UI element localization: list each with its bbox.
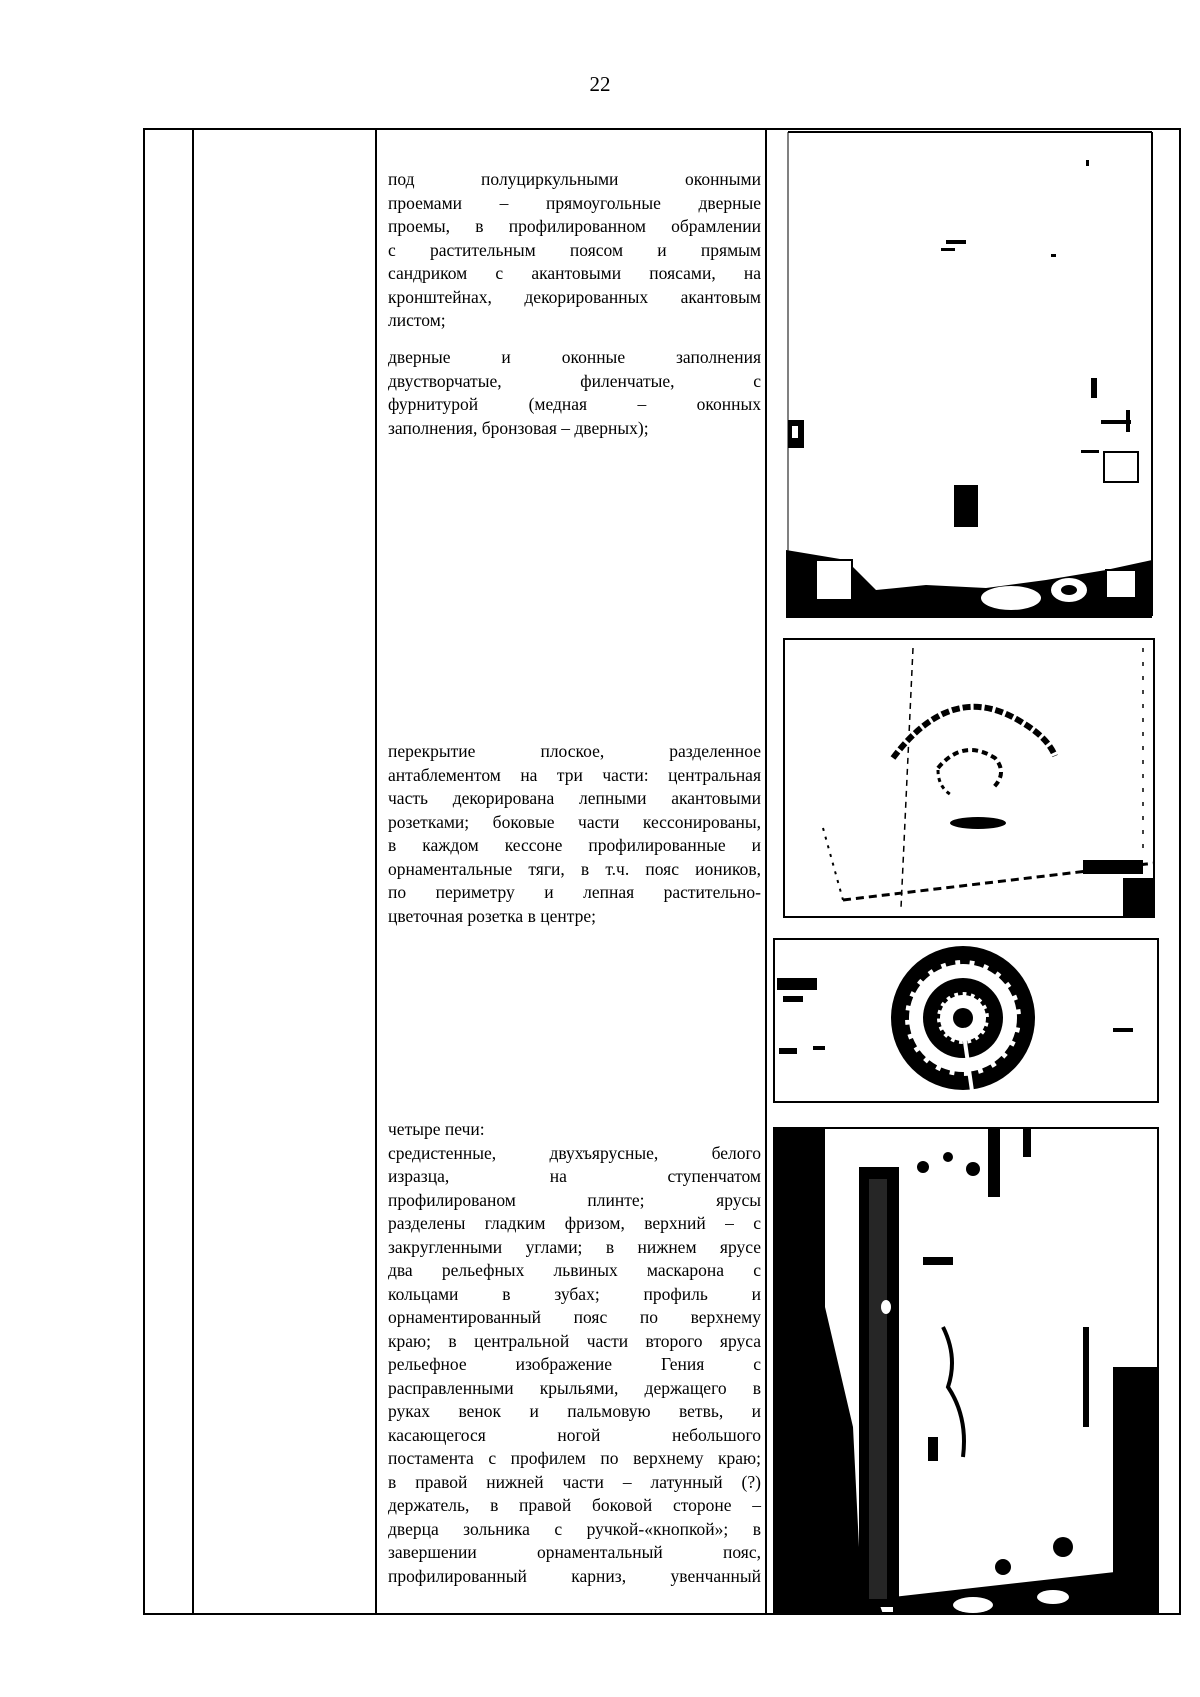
- text-line: цветочная розетка в центре;: [388, 905, 596, 926]
- text-line: изразца, на ступенчатом: [388, 1166, 761, 1186]
- text-line: двустворчатые, филенчатые, с: [388, 370, 761, 391]
- stove-photo: [773, 1127, 1159, 1614]
- text-line: часть декорирована лепными акантовыми: [388, 788, 761, 808]
- text-line: рельефное изображение Гения с: [388, 1354, 761, 1374]
- text-line: перекрытие плоское, разделенное: [388, 741, 761, 761]
- text-line: расправленными крыльями, держащего в: [388, 1377, 761, 1398]
- text-line: орнаментированный пояс по верхнему: [388, 1307, 761, 1327]
- text-line: орнаментальные тяги, в т.ч. пояс иоников,: [388, 858, 761, 879]
- text-line: профилированом плинте; ярусы: [388, 1189, 761, 1210]
- text-line: по периметру и лепная растительно-: [388, 882, 761, 902]
- rosette-photo: [773, 938, 1159, 1103]
- doorway-photo: [786, 130, 1154, 618]
- text-line: кольцами в зубах; профиль и: [388, 1283, 761, 1304]
- text-line: руках венок и пальмовую ветвь, и: [388, 1401, 761, 1421]
- text-line: проемами – прямоугольные дверные: [388, 192, 761, 213]
- text-line: кронштейнах, декорированных акантовым: [388, 286, 761, 307]
- text-line: листом;: [388, 310, 446, 330]
- text-line: антаблементом на три части: центральная: [388, 764, 761, 785]
- text-line: завершении орнаментальный пояс,: [388, 1542, 761, 1562]
- column-divider: [375, 130, 377, 1613]
- text-line: с растительным поясом и прямым: [388, 239, 761, 260]
- text-line: розетками; боковые части кессонированы,: [388, 811, 761, 832]
- text-line: средистенные, двухъярусные, белого: [388, 1142, 761, 1163]
- text-line: дверные и оконные заполнения: [388, 347, 761, 367]
- paragraph-stoves: [388, 1118, 761, 1588]
- text-line: в каждом кессоне профилированные и: [388, 835, 761, 855]
- text-line: дверца зольника с ручкой-«кнопкой»; в: [388, 1518, 761, 1539]
- text-line: сандриком с акантовыми поясами, на: [388, 263, 761, 283]
- text-line: два рельефных львиных маскарона с: [388, 1260, 761, 1280]
- text-line: разделены гладким фризом, верхний – с: [388, 1213, 761, 1233]
- text-line: касающегося ногой небольшого: [388, 1424, 761, 1445]
- page-number: 22: [589, 72, 611, 96]
- text-line: под полуциркульными оконными: [388, 169, 761, 189]
- text-line: проемы, в профилированном обрамлении: [388, 216, 761, 236]
- paragraph-doorways: [388, 168, 761, 333]
- text-line: закругленными углами; в нижнем ярусе: [388, 1236, 761, 1257]
- text-line: постамента с профилем по верхнему краю;: [388, 1448, 761, 1468]
- text-line: профилированный карниз, увенчанный: [388, 1565, 761, 1586]
- text-line: фурнитурой (медная – оконных: [388, 394, 761, 414]
- column-divider: [192, 130, 194, 1613]
- text-line: заполнения, бронзовая – дверных);: [388, 417, 649, 438]
- text-line: в правой нижней части – латунный (?): [388, 1471, 761, 1492]
- paragraph-fillings: [388, 346, 761, 440]
- ceiling-photo: [783, 638, 1155, 918]
- text-line: четыре печи:: [388, 1119, 485, 1139]
- paragraph-ceiling: [388, 740, 761, 928]
- column-divider: [765, 130, 767, 1613]
- text-line: держатель, в правой боковой стороне –: [388, 1495, 761, 1515]
- text-line: краю; в центральной части второго яруса: [388, 1330, 761, 1351]
